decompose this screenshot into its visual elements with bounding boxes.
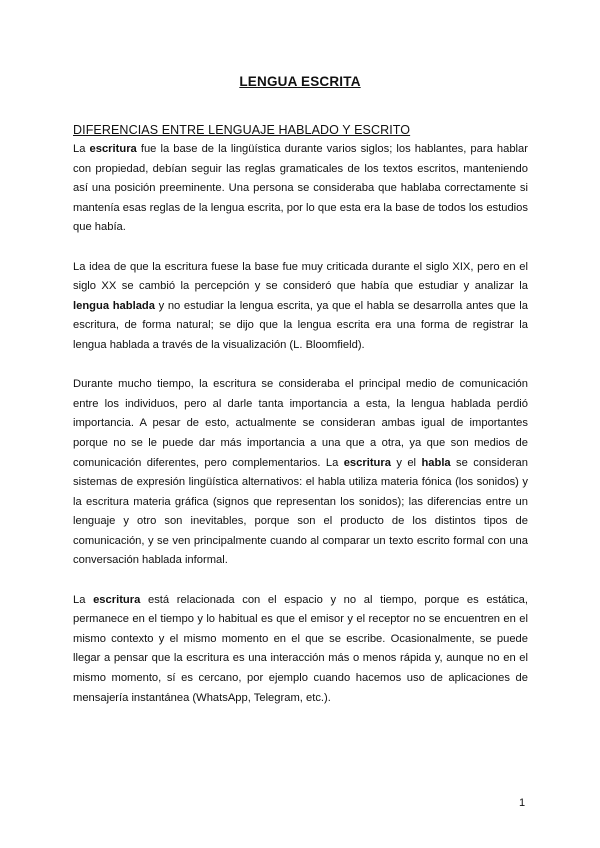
paragraph-2 — [73, 258, 528, 356]
paragraph-text: y el — [390, 456, 422, 469]
paragraph-3 — [73, 375, 528, 571]
document-body — [73, 140, 528, 728]
paragraph-4 — [73, 591, 528, 709]
paragraph-text: se consideran sistemas de expresión lingüística alternativos: el habla utiliza materia fónica (los sonidos) y la escritura materia gráfica (signos que representan los sonidos); las diferencias entre un lenguaje y otro son inevitables, porque son el producto de los distintos tipos de comunicación, y se ven principalmente cuando al comparar un texto escrito formal con una conversación hablada informal. — [73, 456, 528, 567]
bold-term: escritura — [93, 593, 141, 606]
section-heading: DIFERENCIAS ENTRE LENGUAJE HABLADO Y ESCRITO — [73, 123, 411, 137]
bold-term: escritura — [343, 456, 391, 469]
paragraph-1 — [73, 140, 528, 238]
paragraph-text: fue la base de la lingüística durante varios siglos; los hablantes, para hablar con propiedad, debían seguir las reglas gramaticales de los textos escritos, manteniendo así una posición preeminente. Una persona se consideraba que hablaba correctamente si mantenía esas reglas de la lengua escrita, por lo que esta era la base de todos los estudios que había. — [73, 143, 528, 234]
paragraph-text: y no estudiar la lengua escrita, ya que el habla se desarrolla antes que la escritura, de forma natural; se dijo que la lengua escrita era una forma de registrar la lengua hablada a través de la visualización (L. Bloomfield). — [73, 299, 528, 351]
paragraph-text: La idea de que la escritura fuese la base fue muy criticada durante el siglo XIX, pero en el siglo XX se cambió la percepción y se consideró que había que estudiar y analizar la — [73, 260, 528, 293]
bold-term: lengua hablada — [73, 299, 155, 312]
page-title: LENGUA ESCRITA — [239, 74, 361, 89]
paragraph-text: La — [73, 143, 90, 155]
bold-term: habla — [421, 456, 451, 469]
paragraph-text: está relacionada con el espacio y no al tiempo, porque es estática, permanece en el tiempo y lo habitual es que el emisor y el receptor no se encuentren en el mismo contexto y el mismo momento en el que se escribe. Ocasionalmente, se puede llegar a pensar que la escritura es una interacción más o menos rápida y, aunque no en el mismo momento, sí es cercano, por ejemplo cuando hacemos uso de aplicaciones de mensajería instantánea (WhatsApp, Telegram, etc.). — [73, 593, 528, 704]
paragraph-text: La — [73, 593, 94, 606]
page-number: 1 — [519, 797, 526, 809]
bold-term: escritura — [89, 143, 137, 155]
paragraph-text: Durante mucho tiempo, la escritura se consideraba el principal medio de comunicación entre los individuos, pero al darle tanta importancia a esta, la lengua hablada perdió importancia. A pesar de esto, actualmente se consideran ambas igual de importantes porque no se le puede dar más importancia a una que a otra, ya que son medios de comunicación diferentes, pero complementarios. La — [73, 378, 528, 469]
